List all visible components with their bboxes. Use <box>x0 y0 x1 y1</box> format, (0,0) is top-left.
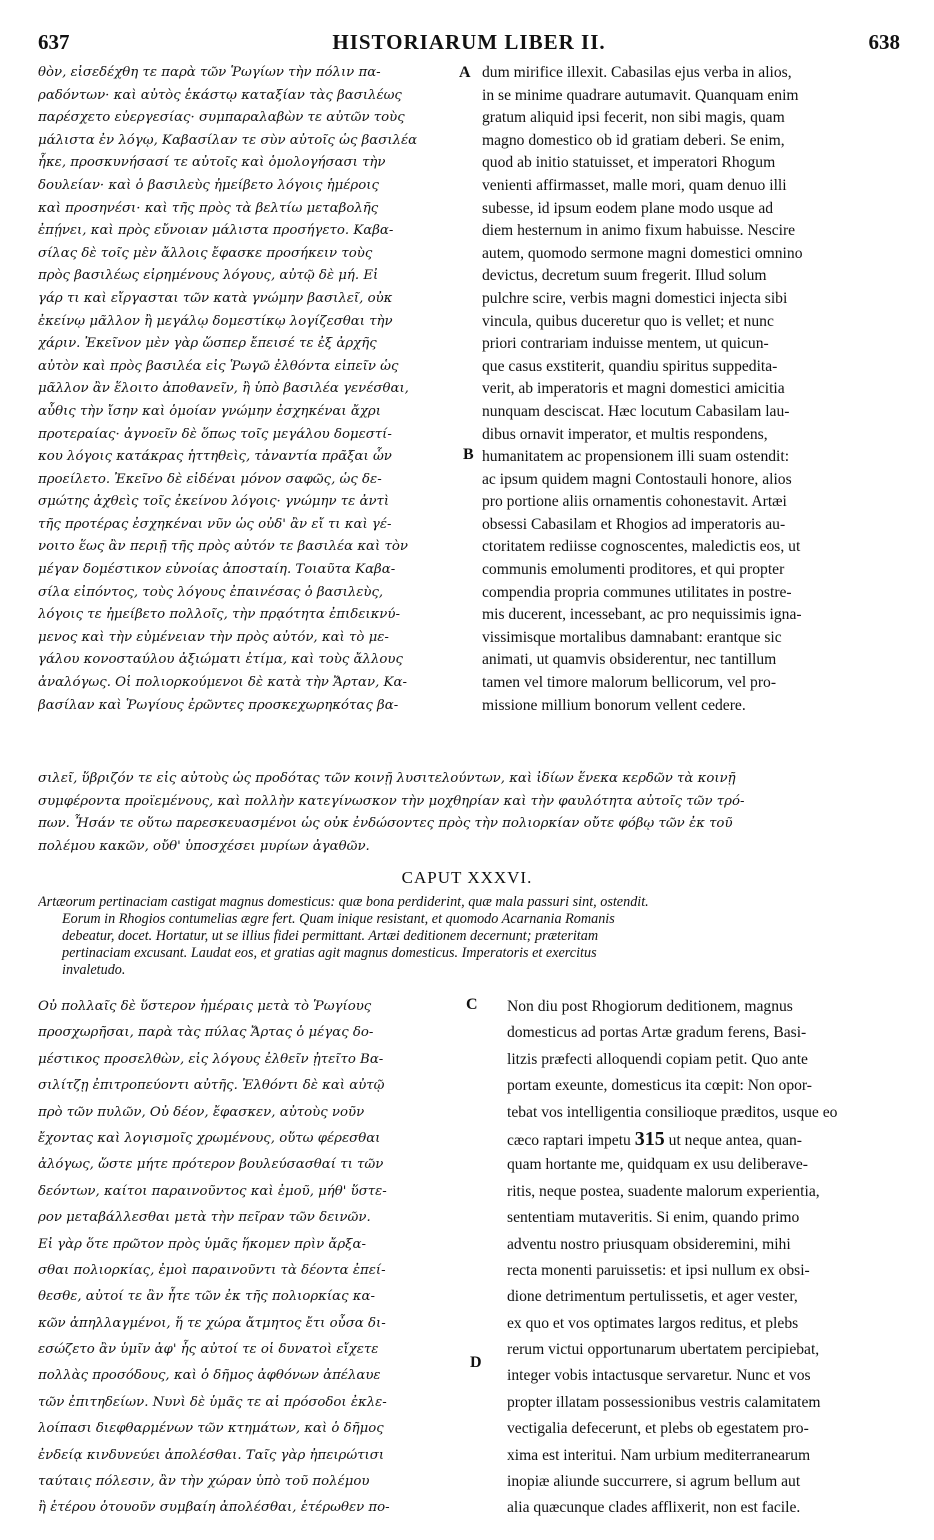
greek-text-line: δουλείαν· καὶ ὁ βασιλεὺς ἠμείβετο λόγοις ἡμέροις <box>38 177 379 193</box>
greek-column-top <box>38 62 458 717</box>
greek-text-line: θὸν, εἰσεδέχθη τε παρὰ τῶν Ῥωγίων τὴν πόλιν πα- <box>38 65 381 80</box>
latin-text-line: dum mirifice illexit. Cabasilas ejus verba in alios, <box>482 64 792 81</box>
greek-text-line: πολλὰς προσόδους, καὶ ὁ δῆμος ἀφθόνων ἀπέλαυε <box>38 1368 381 1384</box>
greek-text-line: σιλεῖ, ὕβριζόν τε εἰς αὐτοὺς ὡς προδότας τῶν κοινῇ λυσιτελούντων, καὶ ἰδίων ἕνεκα κερδῶν τὰ κοινῇ <box>38 771 736 786</box>
latin-text-line: vectigalia defecerunt, et plebs ob egestatem pro- <box>507 1420 809 1438</box>
latin-text-line: quod ab initio statuisset, et imperatori Rhogum <box>482 154 776 172</box>
latin-text-line: magno domestico ob id gratiam deberi. Se enim, <box>482 131 785 149</box>
latin-text-line: compendia propria communes utilitates in postre- <box>482 583 792 601</box>
latin-text-line: recta monenti paruissetis: et ipsi nullum ex obsi- <box>507 1261 810 1279</box>
latin-text-line: ctoritatem rediisse cognoscentes, maledictis eos, ut <box>482 538 801 556</box>
greek-full-width <box>38 768 900 858</box>
chapter-title: CAPUT XXXVI. <box>401 868 533 887</box>
latin-text-line: propter illatam possessionibus vestris calamitatem <box>507 1393 821 1411</box>
latin-text-line: tamen vel timore malorum bellicorum, vel pro- <box>482 674 777 692</box>
latin-text-line: litzis præfecti alloquendi copiam petit. Quo ante <box>507 1050 808 1068</box>
greek-text-line: ἐπῄνει, καὶ πρὸς εὔνοιαν μάλιστα προσήγετο. Καβα- <box>38 223 394 239</box>
summary-line: Eorum in Rhogios contumelias ægre fert. Quam inique resistant, et quomodo Acarnania Romanis <box>62 911 615 927</box>
latin-text-line: diem hesternum in animo fixum habuisse. Nescire <box>482 222 796 240</box>
latin-text-line: adventu nostro priusquam obsideremini, mihi <box>507 1235 791 1253</box>
summary-line: debeatur, docet. Hortatur, ut se illius fidei permittant. Artæi deditionem decernunt; præteritam <box>62 928 599 944</box>
greek-text-line: δεόντων, καίτοι παραινοῦντος καὶ ἐμοῦ, μήθ' ὕστε- <box>38 1183 387 1199</box>
latin-text-line: alia quæcunque clades afflixerit, non est facile. <box>507 1499 801 1517</box>
greek-text-line: νοιτο ἕως ἂν περιῇ τῆς πρὸς αὐτόν τε βασιλέα καὶ τὸν <box>38 539 408 555</box>
latin-text-line: nunquam desciscat. Hæc locutum Cabasilam lau- <box>482 402 790 420</box>
greek-text-line: μέστικος προσελθὼν, εἰς λόγους ἐλθεῖν ᾐτεῖτο Βα- <box>38 1051 384 1067</box>
greek-text-line: κου λόγοις κατάκρας ἡττηθεὶς, τἀναντία πρᾶξαι ὧν <box>38 449 392 465</box>
greek-text-line: τῶν ἐπιτηδείων. Νυνὶ δὲ ὑμᾶς τε αἱ πρόσοδοι ἐκλε- <box>38 1394 387 1410</box>
greek-text-line: συμφέροντα προϊεμένους, καὶ πολλὴν κατεγίνωσκον τὴν μοχθηρίαν καὶ τὴν φαυλότητα αὐτοῖς τῶν τρό- <box>38 793 745 809</box>
greek-text-line: παρέσχετο εὐεργεσίας· συμπαραλαβὼν τε αὐτῶν τοὺς <box>38 110 405 126</box>
greek-text-line: Οὐ πολλαῖς δὲ ὕστερον ἡμέραις μετὰ τὸ Ῥωγίους <box>38 999 372 1014</box>
greek-text-line: εσώζετο ἂν ὑμῖν ἀφ' ἧς αὐτοί τε οἱ δυνατοὶ εἴχετε <box>38 1342 379 1358</box>
greek-text-line: θεσθε, αὐτοί τε ἂν ἦτε τῶν ἐκ τῆς πολιορκίας κα- <box>38 1289 375 1305</box>
greek-text-line: Εἰ γὰρ ὅτε πρῶτον πρὸς ὑμᾶς ἥκομεν πρὶν ἄρξα- <box>38 1236 366 1252</box>
latin-text-line: verit, ab imperatoris et magni domestici amicitia <box>482 380 785 398</box>
greek-text-line: πρὸ τῶν πυλῶν, Οὐ δέον, ἔφασκεν, αὐτοὺς νοῦν <box>38 1104 365 1120</box>
latin-text-line: que casus exstiterit, quandiu spiritus suppedita- <box>482 357 778 375</box>
latin-text-line: missione millium bonorum vellent cedere. <box>482 696 746 714</box>
latin-text-line: tebat vos intelligentia consilioque præditos, usque eo <box>507 1103 838 1121</box>
latin-text-line: in se minime quadrare autumavit. Quanquam enim <box>482 86 799 104</box>
latin-text-line: autem, quomodo sermone magni domestici omnino <box>482 244 803 262</box>
greek-text-line: ρον μεταβάλλεσθαι μετὰ τὴν πεῖραν τῶν δεινῶν. <box>38 1210 371 1226</box>
summary-line: invaletudo. <box>62 962 126 978</box>
latin-text-line: devictus, decretum suum fregerit. Illud solum <box>482 267 767 285</box>
greek-text-line: ἀναλόγως. Οἱ πολιορκούμενοι δὲ κατὰ τὴν Ἄρταν, Κα- <box>38 675 407 691</box>
greek-text-line: πων. Ἦσάν τε οὕτω παρεσκευασμένοι ὡς οὐκ ἐνδώσοντες πρὸς τὴν πολιορκίαν οὔτε φόβῳ τῶν ἐκ τοῦ <box>38 816 733 832</box>
latin-text-line: Non diu post Rhogiorum deditionem, magnus <box>507 998 793 1015</box>
margin-marker-b: B <box>463 446 474 463</box>
page-number-left: 637 <box>38 30 70 54</box>
page-number-right: 638 <box>868 30 900 54</box>
latin-text-line: venienti affirmasset, malle mori, quam denuo illi <box>482 176 787 194</box>
greek-text-line: σίλα εἰπόντος, τοὺς λόγους ἐπαινέσας ὁ βασιλεὺς, <box>38 584 384 600</box>
greek-text-line: λόγοις τε ἠμείβετο πολλοῖς, τὴν πρᾳότητα ἐπιδεικνύ- <box>38 607 400 623</box>
latin-text-line: humanitatem ac propensionem illi suam ostendit: <box>482 448 790 466</box>
latin-text-line: integer vobis intactusque servaretur. Nunc et vos <box>507 1367 811 1385</box>
margin-marker-a: A <box>459 64 471 81</box>
greek-text-line: γάλου κονοσταύλου ἀξιώματι ἐτίμα, καὶ τοὺς ἄλλους <box>38 652 403 668</box>
greek-text-line: κῶν ἀπηλλαγμένοι, ἥ τε χώρα ἄτμητος ἔτι οὖσα δι- <box>38 1315 386 1331</box>
latin-text-line: ex quo et vos optimates largos reditus, et plebs <box>507 1314 799 1332</box>
latin-text-line: animati, ut quamvis obsiderentur, nec tantillum <box>482 651 777 669</box>
running-header <box>38 30 900 58</box>
greek-text-line: ἔχοντας καὶ λογισμοῖς χρωμένους, οὕτω φέρεσθαι <box>38 1130 381 1146</box>
greek-text-line: μάλιστα ἐν λόγῳ, Καβασίλαν τε σὺν αὐτοῖς ὡς βασιλέα <box>38 132 418 148</box>
greek-text-line: πρὸς βασιλέως εἰρημένους λόγους, αὐτῷ δὲ μή. Εἰ <box>38 268 379 284</box>
margin-marker-d: D <box>470 1354 482 1371</box>
latin-text-line: pro portione aliis ornamentis cohonestavit. Artæi <box>482 493 787 511</box>
greek-text-line: καὶ προσηνέσι· καὶ τῆς πρὸς τὰ βελτίω μεταβολῆς <box>38 200 379 216</box>
latin-text-line: dione detrimentum pertulissetis, et ager vester, <box>507 1288 798 1306</box>
greek-text-line: προείλετο. Ἐκεῖνο δὲ εἰδέναι μόνον σαφῶς, ὡς δε- <box>38 471 382 487</box>
greek-text-line: ταύταις πόλεσιν, ἂν τὴν χώραν ὑπὸ τοῦ πολέμου <box>38 1474 370 1490</box>
latin-text-line: dibus ornavit imperator, et multis respondens, <box>482 425 768 443</box>
latin-text-line: ac ipsum quidem magni Contostauli honore, alios <box>482 470 792 488</box>
greek-text-line: μενος καὶ τὴν εὐμένειαν τὴν πρὸς αὐτόν, καὶ τὸ με- <box>38 629 389 645</box>
latin-text-line: ritis, neque postea, suadente malorum experientia, <box>507 1182 820 1200</box>
greek-text-line: χάριν. Ἐκεῖνον μὲν γὰρ ὥσπερ ἔπεισέ τε ἐξ ἀρχῆς <box>38 336 377 352</box>
latin-text-line: portam exeunte, domesticus ita cœpit: Non opor- <box>507 1077 812 1095</box>
greek-column-bottom <box>38 994 458 1522</box>
latin-text-line: inopiæ aliunde succurrere, si agrum bellum aut <box>507 1473 801 1491</box>
greek-text-line: προσχωρῆσαι, παρὰ τὰς πύλας Ἄρτας ὁ μέγας δο- <box>38 1025 374 1041</box>
latin-text-line: mis ducerent, incessebant, ac pro nequissimis igna- <box>482 606 802 624</box>
greek-text-line: σίλας δὲ τοῖς μὲν ἄλλοις ἔφασκε προσήκειν τοὺς <box>38 245 373 261</box>
greek-text-line: ἐκείνῳ μᾶλλον ἢ μεγάλῳ δομεστίκῳ λογίζεσθαι τὴν <box>38 313 393 329</box>
summary-line: pertinaciam excusant. Laudat eos, et gratias agit magnus domesticus. Imperatoris et exercitus <box>62 945 597 961</box>
margin-marker-c: C <box>466 996 478 1013</box>
greek-text-line: σθαι πολιορκίας, ἐμοὶ παραινοῦντι τὰ δέοντα ἐπεί- <box>38 1262 386 1278</box>
latin-text-line: gratum aliquid ipsi fecerit, non sibi magis, quam <box>482 109 785 127</box>
latin-text-line: xima est interitui. Nam urbium mediterranearum <box>507 1446 811 1464</box>
greek-text-line: γάρ τι καὶ εἴργασται τῶν κατὰ γνώμην βασιλεῖ, οὐκ <box>38 290 393 306</box>
latin-text-line: communis emolumenti proditores, et qui propter <box>482 561 785 579</box>
greek-text-line: λοίπασι διεφθαρμένων τῶν κτημάτων, καὶ ὁ δῆμος <box>38 1421 384 1437</box>
latin-text-line: domesticus ad portas Artæ gradum ferens, Basi- <box>507 1024 807 1042</box>
greek-text-line: μέγαν δομέστικον εὐνοίας ἀποσταίη. Τοιαῦτα Καβα- <box>38 562 396 578</box>
greek-text-line: ἢ ἑτέρου ὁτουοῦν συμβαίη ἀπολέσθαι, ἑτέρωθεν πο- <box>38 1500 390 1516</box>
latin-text-line: priori contrariam induisse mentem, ut quicun- <box>482 335 769 353</box>
latin-column-bottom <box>507 994 900 1522</box>
greek-text-line: ἧκε, προσκυνήσασί τε αὐτοῖς καὶ ὁμολογήσασι τὴν <box>38 155 386 171</box>
latin-text-line: vissimisque mortalibus damnabant: erantque sic <box>482 628 782 646</box>
chapter-summary <box>38 894 900 979</box>
latin-text-line: subesse, id ipsum eodem plane modo usque ad <box>482 199 774 217</box>
greek-text-line: σιλίτζῃ ἐπιτροπεύοντι αὐτῆς. Ἐλθόντι δὲ καὶ αὐτῷ <box>38 1078 385 1094</box>
latin-text-line: pulchre scire, verbis magni domestici injecta sibi <box>482 289 788 307</box>
latin-text-line: sententiam mutaveritis. Si enim, quando primo <box>507 1209 800 1227</box>
latin-text-line: vincula, quibus duceretur quo is vellet; et nunc <box>482 312 774 330</box>
latin-column-top <box>482 62 900 717</box>
greek-text-line: πολέμου κακῶν, οὔθ' ὑποσχέσει μυρίων ἀγαθῶν. <box>38 838 370 854</box>
greek-text-line: αὖθις τὴν ἴσην καὶ ὁμοίαν γνώμην ἐσχηκέναι ἄχρι <box>38 403 381 419</box>
greek-text-line: αὐτὸν καὶ πρὸς βασιλέα εἰς Ῥωγῶ ἐλθόντα εἰπεῖν ὡς <box>38 358 399 374</box>
margin-page-number: 315 <box>634 1127 665 1150</box>
summary-line: Artæorum pertinaciam castigat magnus domesticus: quæ bona perdiderint, quæ mala passuri sint, ostendit. <box>38 894 649 910</box>
greek-text-line: ραδόντων· καὶ αὐτὸς ἑκάστῳ καταξίαν τὰς βασιλέως <box>38 87 402 103</box>
greek-text-line: τῆς προτέρας ἐσχηκέναι νῦν ὡς οὐδ' ἂν εἴ τι καὶ γέ- <box>38 516 392 532</box>
greek-text-line: ἐνδείᾳ κινδυνεύει ἀπολέσθαι. Ταῖς γὰρ ἠπειρώτισι <box>38 1447 385 1463</box>
latin-text-line: quam hortante me, quidquam ex usu deliberave- <box>507 1156 808 1174</box>
greek-text-line: ἀλόγως, ὥστε μήτε πρότερον βουλεύσασθαί τι τῶν <box>38 1157 384 1173</box>
latin-text-line: cæco raptari impetu 315 ut neque antea, quan- <box>507 1127 803 1150</box>
latin-text-line: obsessi Cabasilam et Rhogios ad imperatoris au- <box>482 515 786 533</box>
greek-text-line: προτεραίας· ἀγνοεῖν δὲ ὅπως τοῖς μεγάλου δομεστί- <box>38 426 392 442</box>
latin-text-line: rerum victui opportunarum ubertatem percipiebat, <box>507 1341 820 1359</box>
running-title: HISTORIARUM LIBER II. <box>332 30 606 54</box>
greek-text-line: βασίλαν καὶ Ῥωγίους ἐρῶντες προσκεχωρηκότας βα- <box>38 697 399 713</box>
greek-text-line: σμώτης ἀχθεὶς τοῖς ἐκείνου λόγοις· γνώμην τε ἀντὶ <box>38 494 390 510</box>
greek-text-line: μᾶλλον ἂν ἕλοιτο ἀποθανεῖν, ἢ ὑπὸ βασιλέα γενέσθαι, <box>38 381 409 397</box>
